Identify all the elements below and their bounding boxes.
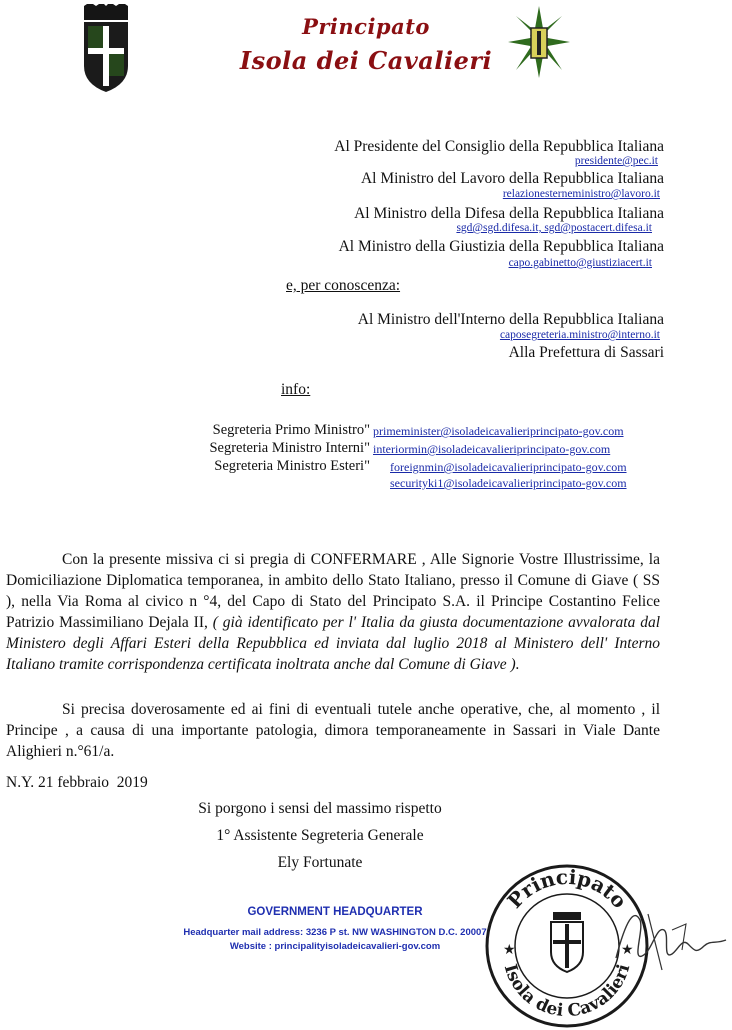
cc-recipient-name: Al Ministro dell'Interno della Repubblica Italiana (357, 311, 664, 328)
cc-recipient-email[interactable]: caposegreteria.ministro@interno.it (499, 329, 660, 341)
recipient-name: Al Ministro della Difesa della Repubblica Italiana (354, 205, 664, 222)
body-paragraph-1 (6, 549, 660, 675)
stamp-shield-icon (551, 912, 583, 972)
body-paragraph-2: Si precisa doverosamente ed ai fini di eventuali tutele anche operative, che, al momento , il Principe , a causa di una importante patologia, dimora temporaneamente in Sassari in Viale Dante Alighieri n.°61/a. (6, 701, 660, 760)
star-cross-emblem (506, 4, 572, 80)
footer-heading: GOVERNMENT HEADQUARTER (247, 906, 423, 918)
footer-website[interactable]: Website : principalityisoladeicavalieri-gov.com (229, 941, 441, 952)
recipient-email[interactable]: capo.gabinetto@giustiziacert.it (508, 257, 652, 269)
stamp-top-text: Principato (502, 864, 632, 913)
svg-text:★: ★ (621, 943, 634, 958)
info-office-label: Segreteria Ministro Interni" (209, 440, 370, 456)
svg-text:★: ★ (503, 943, 516, 958)
info-office-label: Segreteria Primo Ministro" (212, 422, 370, 438)
cc-label: e, per conoscenza: (286, 277, 401, 294)
letterhead-title-line1: Principato (302, 14, 430, 39)
signatory-name: Ely Fortunate (277, 854, 363, 871)
cc-recipient-name: Alla Prefettura di Sassari (508, 344, 664, 361)
info-email[interactable]: securityki1@isoladeicavalieriprincipato-gov.com (390, 476, 627, 490)
letter-date: N.Y. 21 febbraio 2019 (6, 774, 148, 791)
recipient-name: Al Presidente del Consiglio della Repubblica Italiana (334, 138, 664, 155)
info-office-label: Segreteria Ministro Esteri" (214, 458, 370, 474)
recipient-name: Al Ministro del Lavoro della Repubblica Italiana (360, 170, 664, 187)
recipient-email[interactable]: presidente@pec.it (574, 155, 658, 167)
stamp-bottom-text: Isola dei Cavalieri (499, 961, 635, 1022)
recipient-name: Al Ministro della Giustizia della Repubblica Italiana (338, 238, 664, 255)
paragraph-text: Con la presente missiva ci si pregia di CONFERMARE , Alle Signorie Vostre Illustrissime, la Domiciliazione Diplomatica temporanea, in ambito dello Stato Italiano, presso il Comune di Giave ( SS ), nella Via Roma al civico n °4, del Capo di Stato del Principato S.A. il Principe Costantino Felice Patrizio Massimiliano Dejala II, (6, 551, 660, 631)
handwritten-signature (612, 900, 730, 980)
signatory-role: 1° Assistente Segreteria Generale (216, 827, 424, 844)
recipient-email[interactable]: relazionesterneministro@lavoro.it (502, 188, 660, 200)
footer-address: Headquarter mail address: 3236 P st. NW WASHINGTON D.C. 20007 (183, 927, 487, 938)
letterhead-title-line2: Isola dei Cavalieri (239, 46, 493, 75)
info-email[interactable]: primeminister@isoladeicavalieriprincipato-gov.com (373, 424, 624, 438)
recipient-email[interactable]: sgd@sgd.difesa.it, sgd@postacert.difesa.it (456, 222, 652, 234)
info-label: info: (281, 381, 311, 398)
closing-greeting: Si porgono i sensi del massimo rispetto (198, 800, 442, 817)
paragraph-italic-text: ( già identificato per l' Italia da giusta documentazione avvalorata dal Ministero degli Affari Esteri della Repubblica ed inviata dal luglio 2018 al Ministero dell' Interno Italiano tramite corrispondenza certificata inoltrata anche dal Comune di Giave ). (6, 614, 661, 673)
info-email[interactable]: foreignmin@isoladeicavalieriprincipato-gov.com (390, 460, 627, 474)
info-email[interactable]: interiormin@isoladeicavalieriprincipato-gov.com (373, 442, 611, 456)
